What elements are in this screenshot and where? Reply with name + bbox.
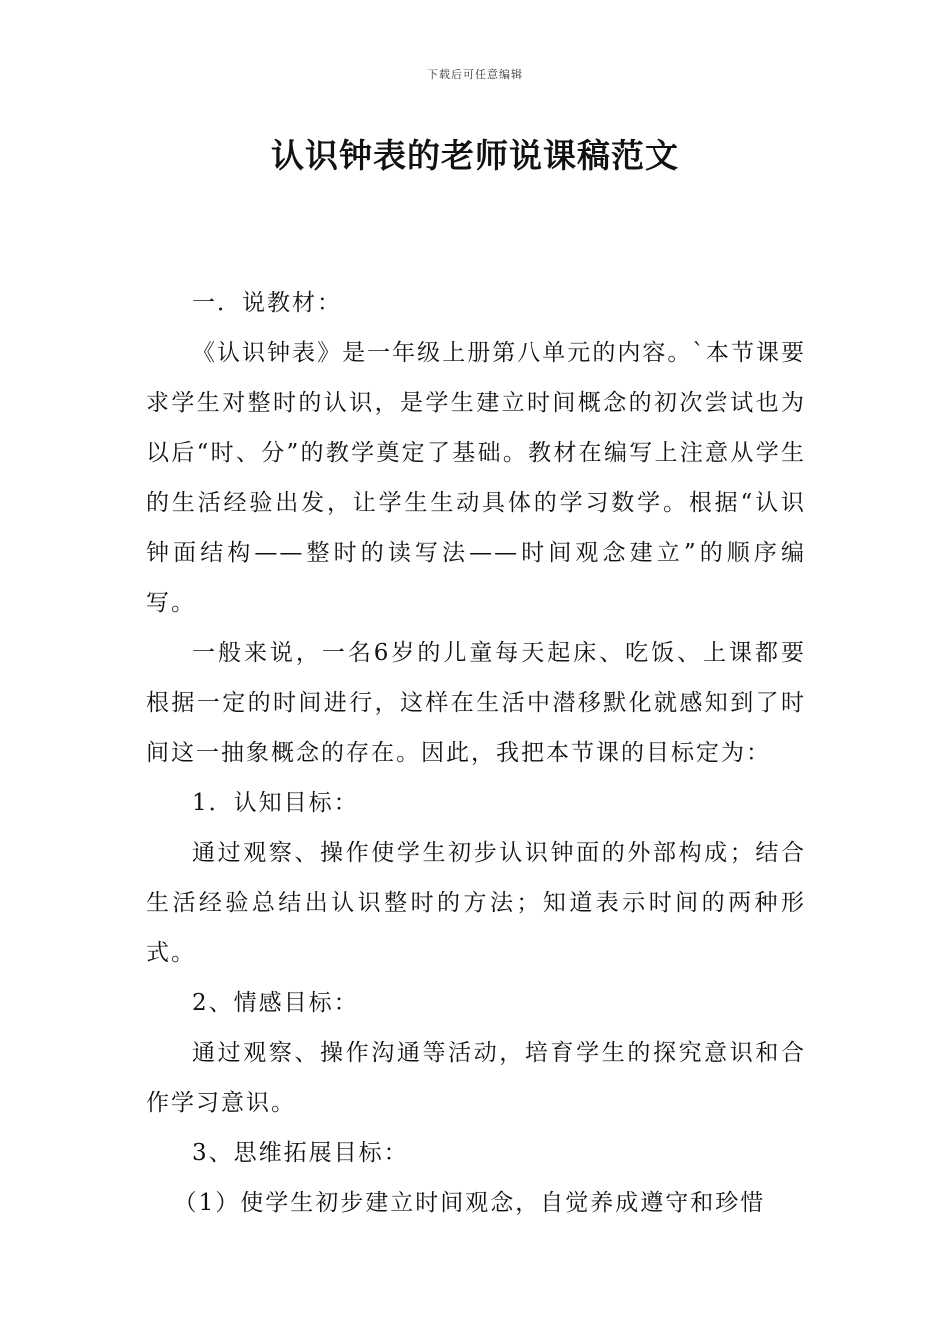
goal-heading-emotional: 2、情感目标： (192, 990, 359, 1016)
paragraph-emotional-goal: 通过观察、操作沟通等活动，培育学生的探究意识和合作学习意识。 (146, 1040, 806, 1116)
header-note: 下载后可任意编辑 (427, 68, 523, 81)
page-title: 认识钟表的老师说课稿范文 (271, 136, 679, 175)
paragraph-cognitive-goal: 通过观察、操作使学生初步认识钟面的外部构成；结合生活经验总结出认识整时的方法；知道表示时间的两种形式。 (146, 840, 806, 966)
goal-heading-cognitive: 1．认知目标： (192, 790, 359, 816)
goal-heading-thinking: 3、思维拓展目标： (192, 1140, 409, 1166)
document-body (146, 278, 806, 1228)
paragraph-material-intro: 《认识钟表》是一年级上册第八单元的内容。`本节课要求学生对整时的认识，是学生建立时间概念的初次尝试也为以后“时、分”的教学奠定了基础。教材在编写上注意从学生的生活经验出发，让学生生动具体的学习数学。根据“认识钟面结构——整时的读写法——时间观念建立”的顺序编写。 (146, 340, 806, 616)
paragraph-child-time-sense: 一般来说，一名6岁的儿童每天起床、吃饭、上课都要根据一定的时间进行，这样在生活中潜移默化就感知到了时间这一抽象概念的存在。因此，我把本节课的目标定为： (146, 640, 806, 766)
paragraph-thinking-goal-1: （1）使学生初步建立时间观念，自觉养成遵守和珍惜 (173, 1190, 766, 1216)
section-heading-teaching-material: 一．说教材： (192, 290, 342, 316)
